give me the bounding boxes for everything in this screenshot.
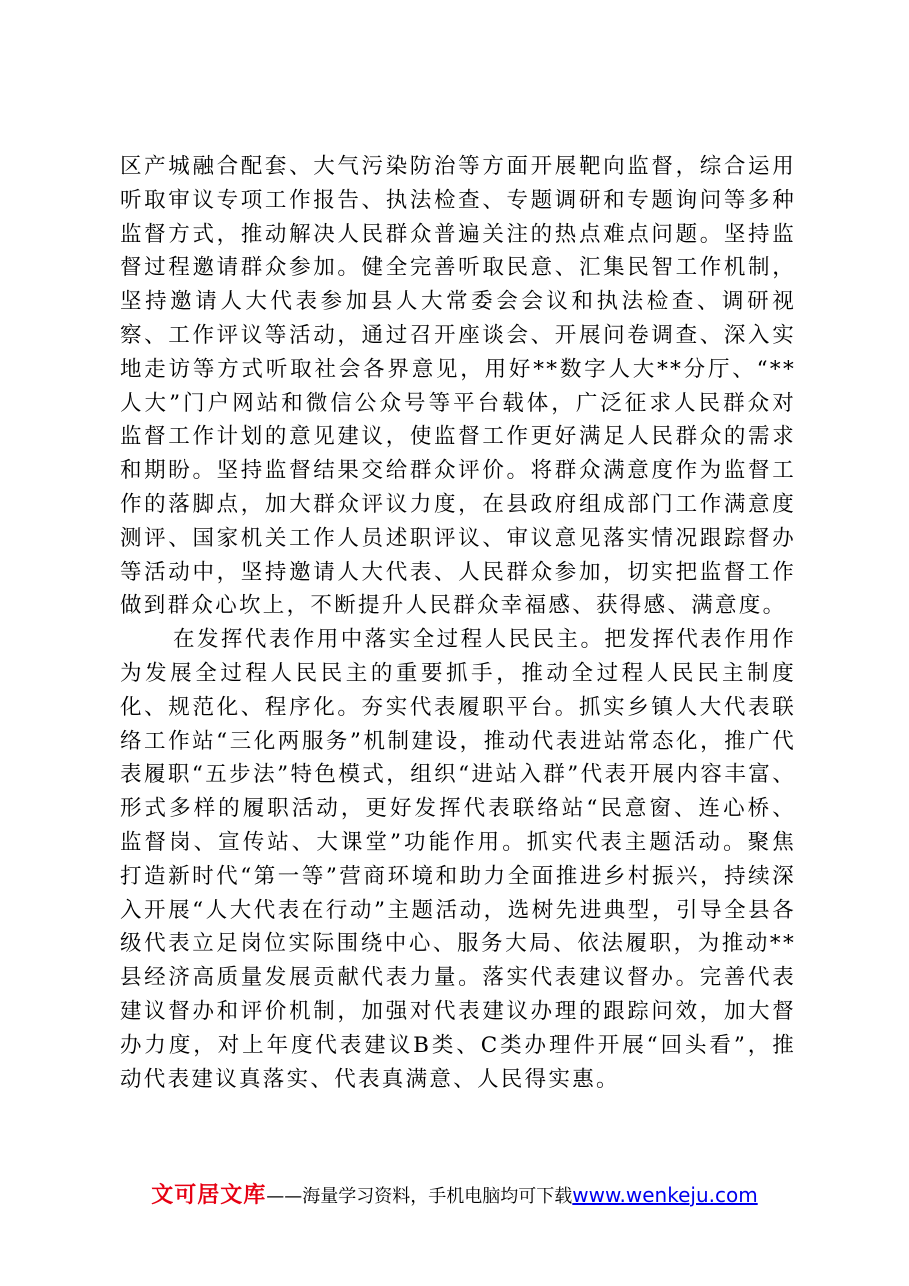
footer-brand: 文可居文库	[151, 1183, 267, 1208]
paragraph-supervision: 区产城融合配套、大气污染防治等方面开展靶向监督，综合运用听取审议专项工作报告、执法检查、专题调研和专题询问等多种监督方式，推动解决人民群众普遍关注的热点难点问题。坚持监督过程邀请群众参加。健全完善听取民意、汇集民智工作机制，坚持邀请人大代表参加县人大常委会会议和执法检查、调研视察、工作评议等活动，通过召开座谈会、开展问卷调查、深入实地走访等方式听取社会各界意见，用好**数字人大**分厅、“**人大”门户网站和微信公众号等平台载体，广泛征求人民群众对监督工作计划的意见建议，使监督工作更好满足人民群众的需求和期盼。坚持监督结果交给群众评价。将群众满意度作为监督工作的落脚点，加大群众评议力度，在县政府组成部门工作满意度测评、国家机关工作人员述职评议、审议意见落实情况跟踪督办等活动中，坚持邀请人大代表、人民群众参加，切实把监督工作做到群众心坎上，不断提升人民群众幸福感、获得感、满意度。	[120, 154, 796, 619]
footer-tagline: ——海量学习资料，手机电脑均可下载	[266, 1186, 573, 1207]
footer-site-link[interactable]: www.wenkeju.com	[572, 1183, 758, 1207]
document-body	[120, 150, 796, 1096]
paragraph-deputies: 在发挥代表作用中落实全过程人民民主。把发挥代表作用作为发展全过程人民民主的重要抓手，推动全过程人民民主制度化、规范化、程序化。夯实代表履职平台。抓实乡镇人大代表联络工作站“三化两服务”机制建设，推动代表进站常态化，推广代表履职“五步法”特色模式，组织“进站入群”代表开展内容丰富、形式多样的履职活动，更好发挥代表联络站“民意窗、连心桥、监督岗、宣传站、大课堂”功能作用。抓实代表主题活动。聚焦打造新时代“第一等”营商环境和助力全面推进乡村振兴，持续深入开展“人大代表在行动”主题活动，选树先进典型，引导全县各级代表立足岗位实际围绕中心、服务大局、依法履职，为推动**县经济高质量发展贡献代表力量。落实代表建议督办。完善代表建议督办和评价机制，加强对代表建议办理的跟踪问效，加大督办力度，对上年度代表建议B类、C类办理件开展“回头看”，推动代表建议真落实、代表真满意、人民得实惠。	[120, 627, 796, 1092]
footer-banner	[0, 1178, 909, 1209]
